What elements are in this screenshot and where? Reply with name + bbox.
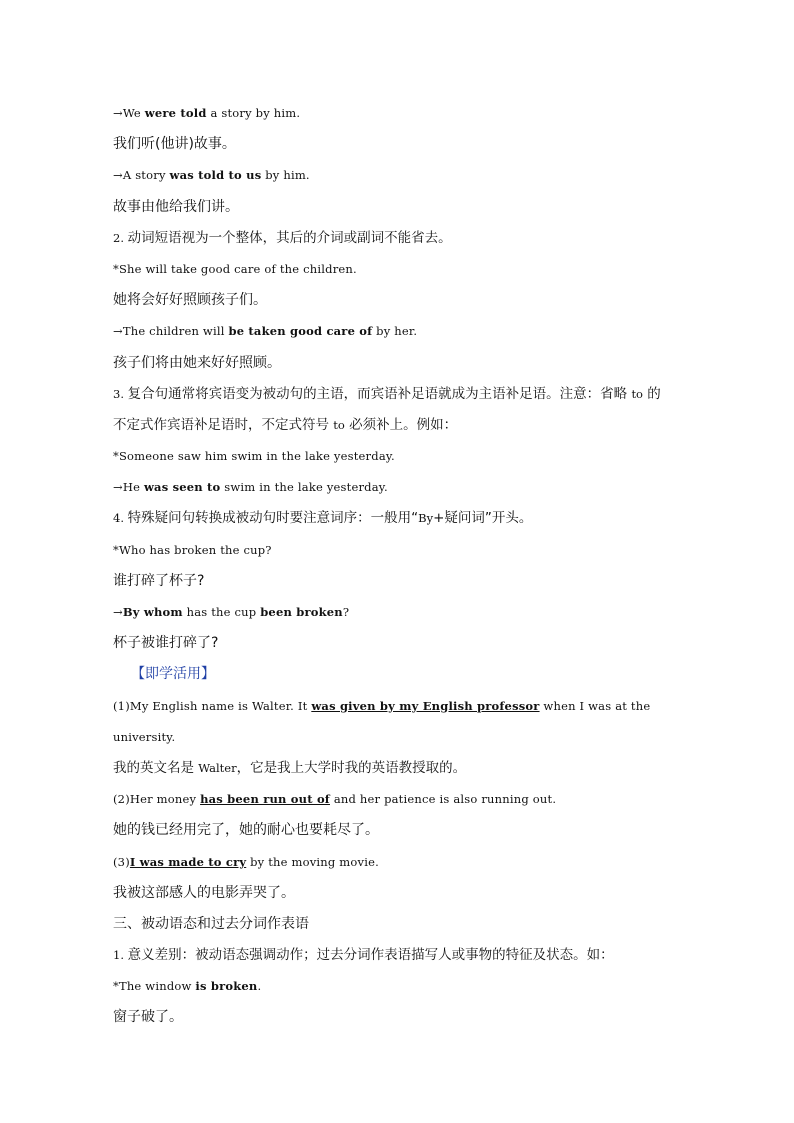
example-line: →A story was told to us by him. bbox=[113, 168, 310, 183]
exercise-line: (3)I was made to cry by the moving movie. bbox=[113, 854, 379, 869]
answer-blank: was given by my English professor bbox=[311, 698, 540, 713]
translation-line: 窗子破了。 bbox=[113, 1009, 183, 1026]
translation-line: 故事由他给我们讲。 bbox=[113, 198, 239, 215]
translation-line: 孩子们将由她来好好照顾。 bbox=[113, 354, 281, 371]
example-line: →The children will be taken good care of by her. bbox=[113, 324, 418, 339]
rule-line: 2. 动词短语视为一个整体，其后的介词或副词不能省去。 bbox=[113, 229, 452, 246]
example-line: *The window is broken. bbox=[113, 979, 262, 994]
translation-line: 谁打碎了杯子? bbox=[113, 572, 205, 589]
exercise-line-continued: university. bbox=[113, 729, 176, 744]
answer-blank: I was made to cry bbox=[129, 854, 247, 869]
translation-line: 她将会好好照顾孩子们。 bbox=[113, 292, 267, 309]
exercise-line: (2)Her money has been run out of and her patience is also running out. bbox=[113, 792, 557, 807]
rule-line: 4. 特殊疑问句转换成被动句时要注意词序：一般用“By+疑问词”开头。 bbox=[113, 510, 533, 527]
translation-line: 杯子被谁打碎了? bbox=[113, 635, 219, 652]
example-line: →We were told a story by him. bbox=[113, 106, 301, 120]
arrow-icon: → bbox=[113, 168, 123, 183]
translation-line: 我的英文名是 Walter，它是我上大学时我的英语教授取的。 bbox=[113, 759, 467, 776]
rule-line: 1. 意义差别：被动语态强调动作；过去分词作表语描写人或事物的特征及状态。如： bbox=[113, 947, 614, 964]
document-body bbox=[113, 102, 693, 1038]
example-line: *Who has broken the cup? bbox=[113, 542, 272, 557]
answer-blank: has been run out of bbox=[200, 792, 330, 807]
rule-line-continued: 不定式作宾语补足语时，不定式符号 to 必须补上。例如： bbox=[113, 416, 458, 433]
example-line: *She will take good care of the children. bbox=[113, 261, 357, 276]
exercise-line: (1)My English name is Walter. It was given by my English professor when I was at the bbox=[113, 698, 651, 713]
section-heading: 三、被动语态和过去分词作表语 bbox=[113, 915, 309, 932]
example-line: →By whom has the cup been broken? bbox=[113, 605, 350, 619]
arrow-icon: → bbox=[113, 106, 123, 120]
translation-line: 我被这部感人的电影弄哭了。 bbox=[113, 884, 295, 901]
arrow-icon: → bbox=[113, 480, 123, 495]
translation-line: 我们听(他讲)故事。 bbox=[113, 136, 236, 153]
arrow-icon: → bbox=[113, 324, 123, 339]
arrow-icon: → bbox=[113, 605, 123, 619]
translation-line: 她的钱已经用完了，她的耐心也要耗尽了。 bbox=[113, 822, 379, 839]
practice-heading: 【即学活用】 bbox=[131, 666, 215, 683]
example-line: →He was seen to swim in the lake yesterday. bbox=[113, 480, 388, 495]
rule-line: 3. 复合句通常将宾语变为被动句的主语，而宾语补足语就成为主语补足语。注意：省略 to 的 bbox=[113, 385, 661, 402]
example-line: *Someone saw him swim in the lake yesterday. bbox=[113, 449, 395, 464]
